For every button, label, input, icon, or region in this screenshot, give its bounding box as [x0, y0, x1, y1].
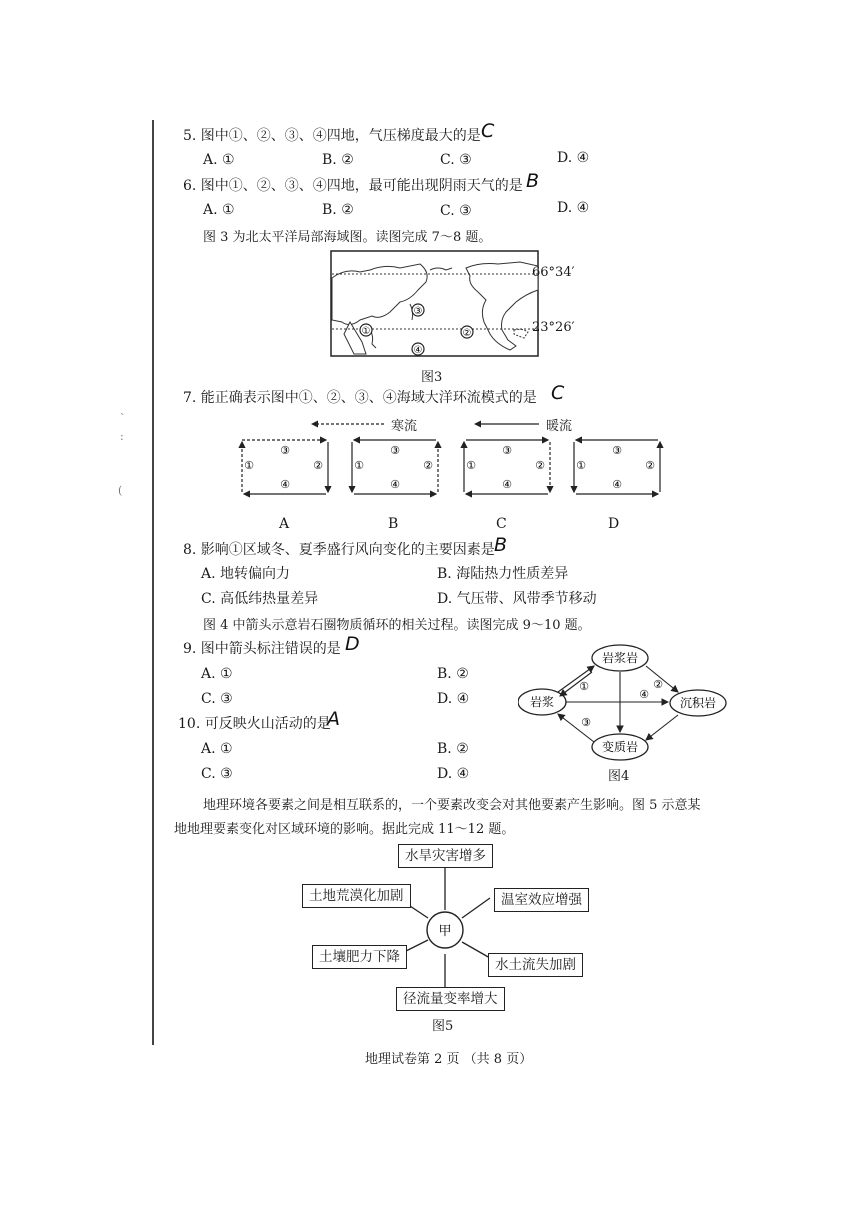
- page-footer: 地理试卷第 2 页 （共 8 页）: [365, 1052, 533, 1067]
- svg-text:①: ①: [354, 459, 364, 472]
- scan-mark: :: [120, 430, 124, 443]
- q9-option-c: C. ③: [201, 691, 233, 707]
- svg-text:②: ②: [423, 459, 433, 472]
- q7-label-d: D: [608, 516, 620, 532]
- fig5-box-top: 水旱灾害增多: [398, 844, 493, 868]
- q5-option-d: D. ④: [557, 150, 590, 166]
- q8-option-b: B. 海陆热力性质差异: [437, 566, 569, 582]
- diagram-d: [574, 440, 660, 494]
- q8-option-c: C. 高低纬热量差异: [201, 591, 319, 607]
- fig5-box-bottom: 径流量变率增大: [396, 987, 505, 1011]
- fig3-lat-bottom: 23°26′: [532, 320, 575, 335]
- svg-text:③: ③: [612, 444, 622, 457]
- q5-option-b: B. ②: [322, 152, 354, 168]
- q5-stem: 5. 图中①、②、③、④四地，气压梯度最大的是: [183, 128, 481, 144]
- svg-text:①: ①: [576, 459, 586, 472]
- q8-handwritten-answer: B: [494, 534, 508, 556]
- fig5-caption: 图5: [432, 1019, 454, 1034]
- map-marker-1: [360, 324, 372, 337]
- q6-option-c: C. ③: [440, 203, 472, 219]
- fig5-box-right-bottom: 水土流失加剧: [488, 953, 583, 977]
- svg-text:④: ④: [280, 478, 290, 491]
- q5-option-a: A. ①: [203, 152, 235, 168]
- svg-text:②: ②: [653, 678, 663, 691]
- intro-9-10: 图 4 中箭头示意岩石圈物质循环的相关过程。读图完成 9～10 题。: [203, 618, 591, 633]
- legend-warm-label: 暖流: [546, 419, 573, 434]
- diagram-b: [352, 440, 438, 494]
- fig3-lat-top: 66°34′: [532, 265, 575, 280]
- q7-label-a: A: [279, 516, 290, 532]
- intro-7-8: 图 3 为北太平洋局部海域图。读图完成 7～8 题。: [203, 230, 492, 245]
- svg-text:②: ②: [535, 459, 545, 472]
- q7-circulation-diagrams: [232, 434, 672, 498]
- svg-text:④: ④: [502, 478, 512, 491]
- q8-option-d: D. 气压带、风带季节移动: [437, 591, 597, 607]
- figure-4-rock-cycle: [518, 642, 728, 768]
- fig5-box-right-top: 温室效应增强: [494, 888, 589, 912]
- map-marker-3: [412, 304, 424, 317]
- q10-handwritten-answer: A: [327, 708, 340, 730]
- margin-binding-line: [152, 120, 154, 1045]
- svg-text:③: ③: [581, 716, 591, 729]
- q7-stem: 7. 能正确表示图中①、②、③、④海域大洋环流模式的是: [183, 390, 537, 406]
- svg-text:④: ④: [612, 478, 622, 491]
- q6-handwritten-answer: B: [526, 170, 540, 192]
- q6-stem: 6. 图中①、②、③、④四地，最可能出现阴雨天气的是: [183, 178, 523, 194]
- q6-option-b: B. ②: [322, 202, 354, 218]
- fig5-box-left-top: 土地荒漠化加剧: [302, 884, 411, 908]
- q5-option-c: C. ③: [440, 152, 472, 168]
- q10-option-a: A. ①: [201, 741, 233, 757]
- svg-text:②: ②: [313, 459, 323, 472]
- fig3-caption: 图3: [421, 370, 443, 385]
- q10-option-c: C. ③: [201, 766, 233, 782]
- q9-option-d: D. ④: [437, 691, 470, 707]
- svg-text:①: ①: [361, 326, 371, 337]
- q7-handwritten-answer: C: [551, 382, 565, 404]
- q7-label-c: C: [496, 516, 507, 532]
- legend-cold-label: 寒流: [391, 419, 418, 434]
- svg-text:③: ③: [502, 444, 512, 457]
- svg-text:④: ④: [390, 478, 400, 491]
- fig4-caption: 图4: [608, 769, 630, 784]
- q8-option-a: A. 地转偏向力: [201, 566, 291, 582]
- q10-stem: 10. 可反映火山活动的是: [178, 716, 331, 732]
- q10-option-d: D. ④: [437, 766, 470, 782]
- svg-text:①: ①: [244, 459, 254, 472]
- svg-text:③: ③: [390, 444, 400, 457]
- map-marker-4: [412, 343, 424, 356]
- svg-text:①: ①: [579, 680, 589, 693]
- svg-text:沉积岩: 沉积岩: [679, 696, 717, 710]
- svg-text:甲: 甲: [438, 924, 452, 939]
- svg-text:岩浆: 岩浆: [529, 695, 555, 709]
- intro-11-12-line1: 地理环境各要素之间是相互联系的，一个要素改变会对其他要素产生影响。图 5 示意某: [203, 798, 701, 813]
- svg-text:②: ②: [645, 459, 655, 472]
- q6-option-a: A. ①: [203, 202, 235, 218]
- svg-text:岩浆岩: 岩浆岩: [601, 651, 639, 665]
- scan-mark: (: [118, 484, 123, 497]
- q5-handwritten-answer: C: [481, 120, 495, 142]
- legend-warm-current-arrow: [473, 418, 541, 430]
- legend-cold-current-arrow: [310, 418, 390, 430]
- svg-text:③: ③: [280, 444, 290, 457]
- svg-text:④: ④: [639, 688, 649, 701]
- svg-text:③: ③: [413, 306, 423, 317]
- svg-text:①: ①: [466, 459, 476, 472]
- q10-option-b: B. ②: [437, 741, 469, 757]
- diagram-a: [242, 440, 328, 494]
- diagram-c: [464, 440, 550, 494]
- map-marker-2: [461, 326, 473, 339]
- q8-stem: 8. 影响①区域冬、夏季盛行风向变化的主要因素是: [183, 542, 495, 558]
- q9-stem: 9. 图中箭头标注错误的是: [183, 641, 341, 657]
- fig5-box-left-bottom: 土壤肥力下降: [312, 945, 407, 969]
- svg-text:④: ④: [413, 345, 423, 356]
- svg-text:变质岩: 变质岩: [601, 740, 639, 754]
- q9-option-a: A. ①: [201, 666, 233, 682]
- q9-option-b: B. ②: [437, 666, 469, 682]
- q7-label-b: B: [388, 516, 399, 532]
- q6-option-d: D. ④: [557, 200, 590, 216]
- intro-11-12-line2: 地地理要素变化对区域环境的影响。据此完成 11～12 题。: [174, 822, 515, 837]
- q9-handwritten-answer: D: [345, 633, 360, 655]
- svg-text:②: ②: [462, 328, 472, 339]
- scan-mark: `: [120, 412, 126, 425]
